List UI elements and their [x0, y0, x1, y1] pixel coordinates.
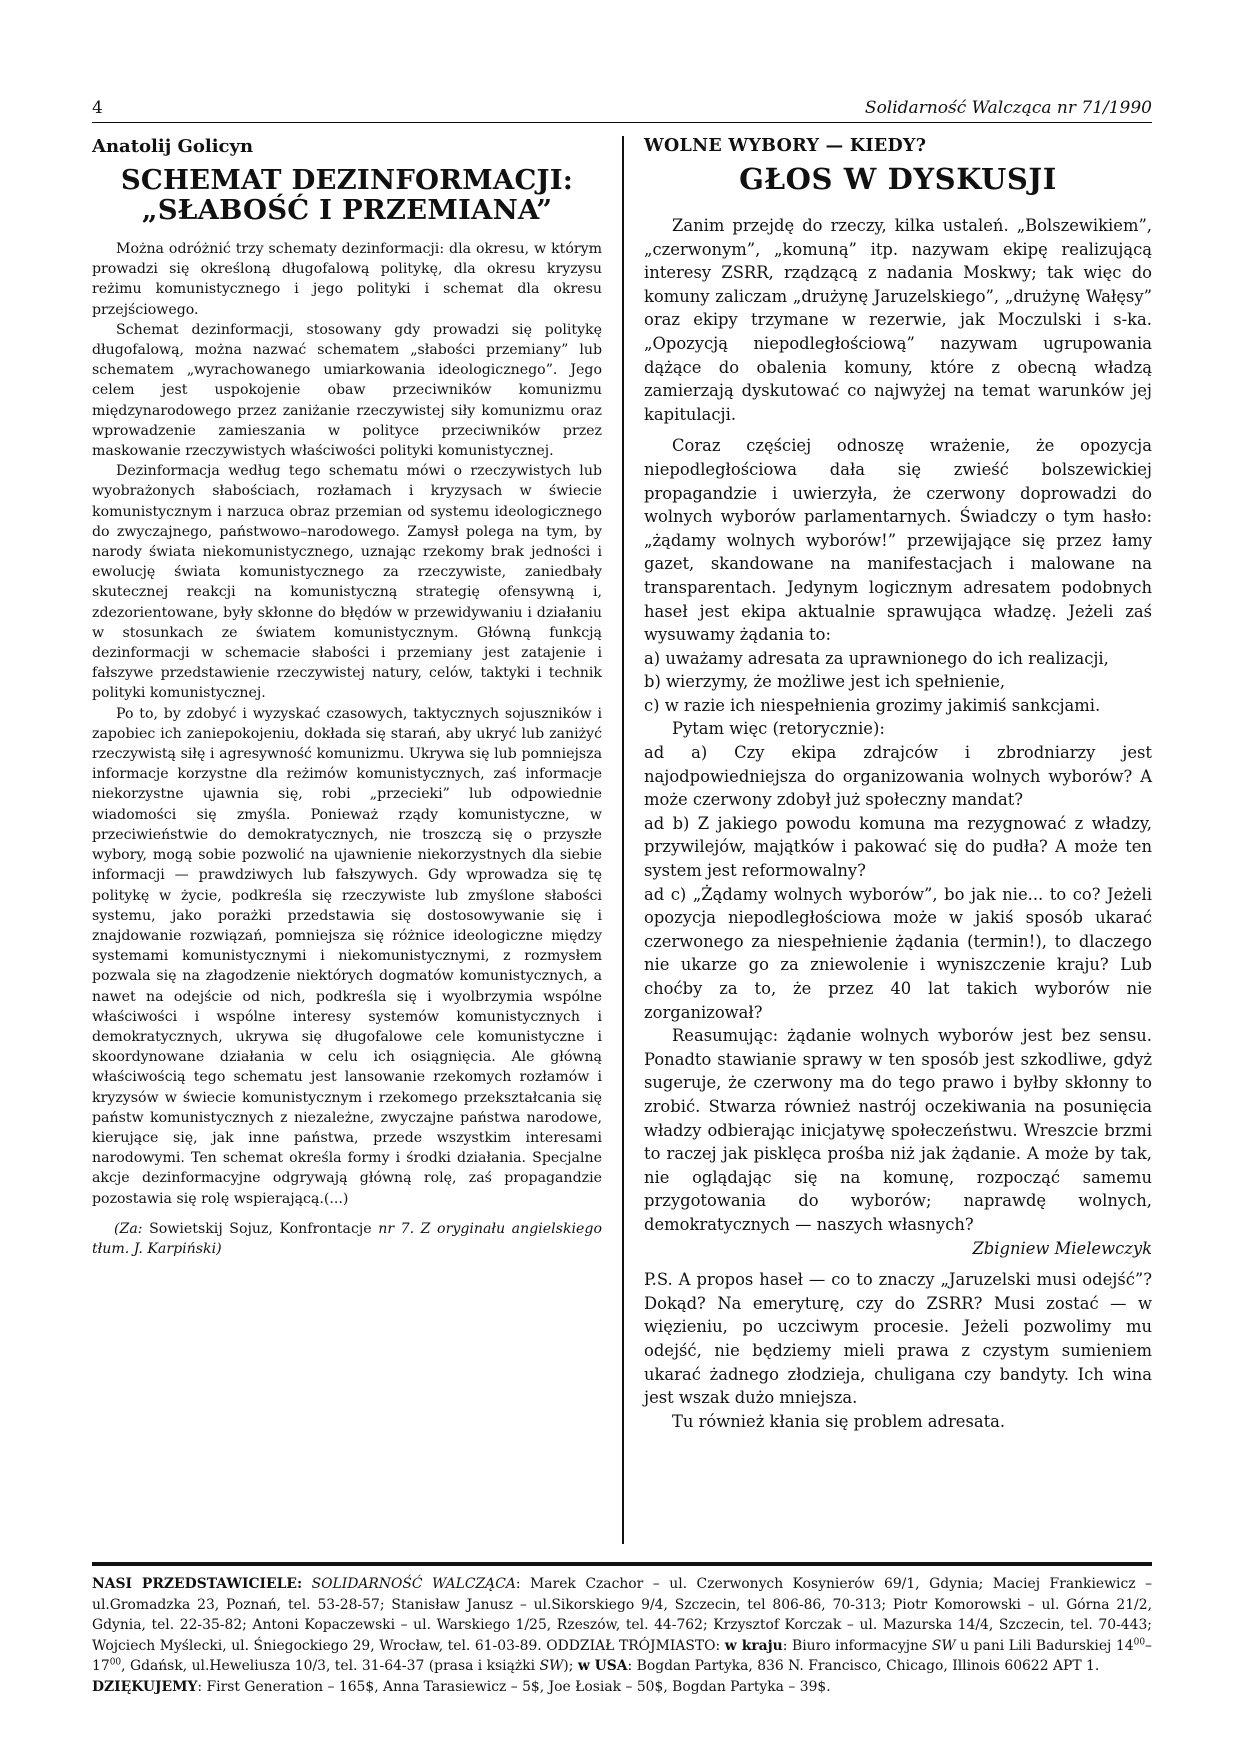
footer-pub-name: SOLIDARNOŚĆ WALCZĄCA	[311, 1576, 516, 1592]
body-paragraph: Zanim przejdę do rzeczy, kilka ustaleń. „Bolszewikiem”, „czerwonym”, „komuną” itp. nazywam ekipę realizującą interesy ZSRR, rządzącą z nadania Moskwy; tak więc do komuny zaliczam „drużynę Jaruzelskiego”, „drużynę Wałęsy” oraz ekipy trzymane w rezerwie, jak Moczulski i s-ka. „Opozycją niepodległościową” nazywam ugrupowania dążące do obalenia komuny, które z obecną władzą zamierzają dyskutować co najwyżej na temat warunków jej kapitulacji.	[644, 216, 1152, 424]
footer-in-country-b: u pani Lili Badurskiej 14	[955, 1637, 1134, 1654]
body-paragraph: ad a) Czy ekipa zdrajców i zbrodniarzy jest najodpowiedniejsza do organizowania wolnych wyborów? A może czerwony zdobył już społeczny mandat?	[644, 743, 1152, 810]
article-body	[644, 214, 1152, 1433]
article-signature: Zbigniew Mielewczyk	[972, 1238, 1152, 1258]
postscript: P.S. A propos haseł — co to znaczy „Jaruzelski musi odejść”? Dokąd? Na emeryturę, czy do ZSRR? Musi zostać — w więzieniu, po uczciwym procesie. Jeżeli pozwolimy mu odejść, nie będziemy mieli prawa z czystym sumieniem ukarać żadnego złodzieja, chuligana czy bandyty. Ich wina jest wszak dużo mniejsza.	[644, 1270, 1152, 1408]
footer-in-country-label: w kraju	[724, 1637, 783, 1654]
article-body	[92, 239, 602, 1259]
footer-branch: ODDZIAŁ TRÓJMIASTO:	[541, 1637, 725, 1654]
footer-representatives: : Marek Czachor – ul. Czerwonych Kosynierów 69/1, Gdynia; Maciej Frankiewicz – ul.Gromadzka 23, Poznań, tel. 53-28-57; Stanisław Janusz – ul.Sikorskiego 9/4, Szczecin, tel 806-86, 70-313; Piotr Komorowski – ul. Górna 21/2, Gdynia, tel. 22-35-82; Antoni Kopaczewski – ul. Warskiego 1/25, Rzeszów, tel. 44-762; Krzysztof Korczak – ul. Mazurska 14/4, Szczecin, tel. 70-443; Wojciech Myślecki, ul. Śniegockiego 29, Wrocław, tel. 61-03-89.	[92, 1576, 1153, 1654]
footer-time-a: 00	[1133, 1636, 1146, 1647]
list-item: c) w razie ich niespełnienia grozimy jakimiś sankcjami.	[644, 695, 1101, 715]
footer-usa-text: : Bogdan Partyka, 836 N. Francisco, Chicago, Illinois 60622 APT 1.	[627, 1658, 1100, 1674]
article-rubric: WOLNE WYBORY — KIEDY?	[644, 136, 927, 156]
body-paragraph: Reasumując: żądanie wolnych wyborów jest bez sensu. Ponadto stawianie sprawy w ten sposób jest szkodliwe, gdyż sugeruje, że czerwony ma do tego prawo i byłby skłonny to zrobić. Stwarza również nastrój oczekiwania na posunięcia władzy odbierając inicjatywę społeczeństwu. Wreszcie brzmi to raczej jak pisklęca prośba niż jak żądanie. A może by tak, nie oglądając się na komunę, rozpocząć samemu przygotowania do wyborów; naprawdę wolnych, demokratycznych — naszych własnych?	[644, 1026, 1152, 1234]
footer-sw: SW	[931, 1637, 956, 1654]
representatives-footer	[92, 1562, 1152, 1697]
article-author: Anatolij Golicyn	[92, 136, 254, 157]
footer-in-country-c: , Gdańsk, ul.Heweliusza 10/3, tel. 31-64-37 (prasa i książki	[121, 1658, 540, 1674]
page-header	[92, 96, 1152, 123]
column-divider	[622, 136, 624, 1544]
body-paragraph: ad c) „Żądamy wolnych wyborów”, bo jak nie... to co? Jeżeli opozycja niepodległościowa może w jakiś sposób ukarać czerwonego za niespełnienie żądania (termin!), to dlaczego nie ukarze go za zniewolenie i wyniszczenie kraju? Lub choćby za to, że przez 40 lat takich wyborów nie zorganizował?	[644, 884, 1152, 1022]
body-paragraph: Po to, by zdobyć i wyzyskać czasowych, taktycznych sojuszników i zapobiec ich zaniepokojeniu, dokłada się starań, aby ukryć lub zaniżyć rzeczywistą siłę i agresywność komunizmu. Ukrywa się lub pomniejsza informacje korzystne dla reżimów komunistycznych, zaś informacje niekorzystne ujawnia się, robi „przecieki” lub odpowiednie wiadomości się zmyśla. Ponieważ rządy komunistyczne, w przeciwieństwie do demokratycznych, nie troszczą się o przyszłe wybory, mogą sobie pozwolić na ujawnienie niekorzystnych dla siebie informacji — prawdziwych lub fałszywych. Gdy wprowadza się tę politykę w życie, podkreśla się rzeczywiste lub zmyślone słabości systemu, jako porażki przedstawia się dostosowywanie się i znajdowanie rozwiązań, pomniejsza się różnice ideologiczne między systemami komunistycznymi i niekomunistycznymi, z rozmysłem pozwala się na złagodzenie niektórych dogmatów komunistycznych, a nawet na odejście od nich, podkreśla się i wyolbrzymia wspólne właściwości i wspólne interesy systemów komunistycznych i demokratycznych, ukrywa się długofalowe cele komunistyczne i skoordynowane działania w celu ich osiągnięcia. Ale główną właściwością tego schematu jest lansowanie rzekomych rozłamów i kryzysów w świecie komunistycznym i rzekomego przekształcania się państw komunistycznych z niezależne, zwyczajne państwa narodowe, kierujące się, jak inne państwa, przede wszystkim interesami narodowymi. Ten schemat określa formy i środki działania. Specjalne akcje dezinformacyjne odgrywają główną rolę, zaś propagandzie pozostawia się rolę wspierającą.(...)	[92, 705, 602, 1207]
footer-thanks-label: DZIĘKUJEMY	[92, 1678, 198, 1695]
body-paragraph: ad b) Z jakiego powodu komuna ma rezygnować z władzy, przywilejów, majątków i pakować się do pudła? A może ten system jest reformowalny?	[644, 813, 1152, 881]
left-article	[92, 132, 602, 1259]
footer-usa-label: w USA	[577, 1658, 628, 1674]
body-paragraph: Dezinformacja według tego schematu mówi o rzeczywistych lub wyobrażonych słabościach, rozłamach i kryzysach w świecie komunistycznym i narzuca obraz przemian od systemu ideologicznego do zwyczajnego, państwowo–narodowego. Zamysł polega na tym, by narody świata niekomunistycznego, uznając rzekomy brak jedności i ewolucję świata komunistycznego za rzeczywiste, zaniedbały skutecznej reakcji na komunistyczną strategię ofensywną i, zdezorientowane, były skłonne do błędów w przewidywaniu i działaniu w stosunkach ze światem komunistycznym. Główną funkcją dezinformacji w schemacie słabości i przemiany jest zatajenie i fałszywe przedstawienie rzeczywistej natury, celów, taktyki i technik polityki komunistycznej.	[92, 463, 602, 702]
footer-text	[92, 1574, 1152, 1677]
footer-dash: –17	[92, 1637, 1152, 1674]
footer-thanks-text: : First Generation – 165$, Anna Tarasiewicz – 5$, Joe Łosiak – 50$, Bogdan Partyka – 39$.	[197, 1678, 831, 1695]
source-rest: nr 7. Z oryginału angielskiego tłum. J. Karpiński)	[92, 1220, 602, 1257]
headline-line-1: SCHEMAT DEZINFORMACJI:	[120, 164, 574, 196]
list-item: b) wierzymy, że możliwe jest ich spełnienie,	[644, 672, 1006, 692]
article-headline	[92, 165, 602, 225]
body-paragraph: Schemat dezinformacji, stosowany gdy prowadzi się politykę długofalową, można nazwać schematem „słabości przemiany” lub schematem „wyrachowanego umiarkowania ideologicznego”. Jego celem jest uspokojenie obaw przeciwników komunizmu międzynarodowego przez zaniżanie rzeczywistej siły komunizmu oraz wprowadzenie zamieszania w polityce przeciwników przez maskowanie rzeczywistych właściwości polityki komunistycznej.	[92, 321, 602, 460]
body-paragraph: Pytam więc (retorycznie):	[672, 719, 885, 739]
footer-in-country-a: : Biuro informacyjne	[782, 1637, 932, 1654]
article-headline: GŁOS W DYSKUSJI	[739, 162, 1057, 196]
headline-line-2: „SŁABOŚĆ I PRZEMIANA”	[141, 194, 553, 226]
article-columns	[92, 132, 1152, 1552]
source-prefix: (Za:	[114, 1220, 150, 1237]
footer-thanks	[92, 1677, 1152, 1698]
page-number: 4	[92, 98, 103, 118]
body-paragraph: Można odróżnić trzy schematy dezinformacji: dla okresu, w którym prowadzi się określoną długofalową politykę, dla okresu kryzysu reżimu komunistycznego i jego polityki i schemat dla okresu przejściowego.	[92, 241, 602, 318]
right-article	[644, 132, 1152, 1433]
footer-time-b: 00	[109, 1657, 122, 1668]
footer-sw-2: SW	[539, 1658, 564, 1674]
body-paragraph: Coraz częściej odnoszę wrażenie, że opozycja niepodległościowa dała się zwieść bolszewickiej propagandzie i uwierzyła, że czerwony doprowadzi do wolnych wyborów parlamentarnych. Świadczy o tym hasło: „żądamy wolnych wyborów!” przewijające się przez łamy gazet, skandowane na manifestacjach i malowane na transparentach. Jedynym logicznym adresatem podobnych haseł jest ekipa aktualnie sprawująca władzę. Jeżeli zaś wysuwamy żądania to:	[644, 436, 1152, 645]
publication-title: Solidarność Walcząca nr 71/1990	[864, 98, 1152, 118]
newspaper-page	[92, 96, 1152, 1716]
footer-label: NASI PRZEDSTAWICIELE:	[92, 1576, 303, 1592]
source-name: Sowietskij Sojuz, Konfrontacje	[149, 1220, 372, 1237]
body-paragraph: Tu również kłania się problem adresata.	[672, 1411, 1006, 1431]
article-source	[92, 1219, 602, 1259]
footer-in-country-d: );	[563, 1658, 578, 1674]
list-item: a) uważamy adresata za uprawnionego do ich realizacji,	[644, 648, 1109, 668]
